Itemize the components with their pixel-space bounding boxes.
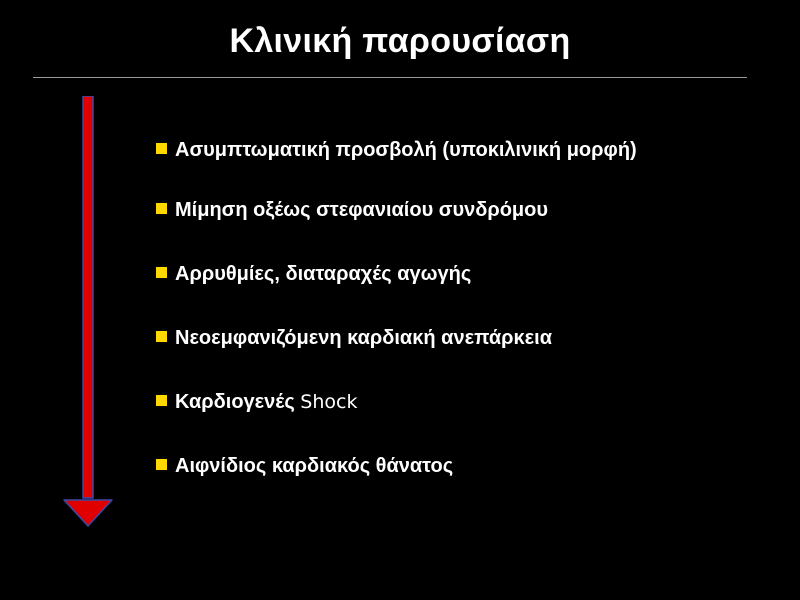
- square-bullet-icon: [156, 459, 167, 470]
- bullet-item: [156, 260, 716, 288]
- bullet-text: Αρρυθμίες, διαταραχές αγωγής: [175, 263, 472, 285]
- bullet-item: [156, 324, 716, 352]
- square-bullet-icon: [156, 331, 167, 342]
- bullet-item: [156, 452, 716, 480]
- bullet-list: [156, 136, 716, 516]
- bullet-text: Μίμηση οξέως στεφανιαίου συνδρόμου: [175, 199, 549, 221]
- arrow-shaft: [83, 96, 93, 498]
- square-bullet-icon: [156, 203, 167, 214]
- bullet-item: [156, 196, 716, 224]
- bullet-item: [156, 388, 716, 416]
- bullet-text: Καρδιογενές: [175, 391, 301, 413]
- square-bullet-icon: [156, 143, 167, 154]
- arrow-head: [64, 500, 112, 526]
- square-bullet-icon: [156, 395, 167, 406]
- bullet-text: Ασυμπτωματική προσβολή (υποκιλινική μορφή): [175, 139, 637, 161]
- slide-title: Κλινική παρουσίαση: [229, 22, 571, 60]
- title-divider: [33, 77, 747, 78]
- down-arrow-icon: [62, 96, 114, 528]
- bullet-text: Αιφνίδιος καρδιακός θάνατος: [175, 455, 454, 477]
- bullet-term: Shock: [300, 391, 358, 413]
- bullet-text: Νεοεμφανιζόμενη καρδιακή ανεπάρκεια: [175, 327, 552, 349]
- square-bullet-icon: [156, 267, 167, 278]
- bullet-item: [156, 136, 716, 164]
